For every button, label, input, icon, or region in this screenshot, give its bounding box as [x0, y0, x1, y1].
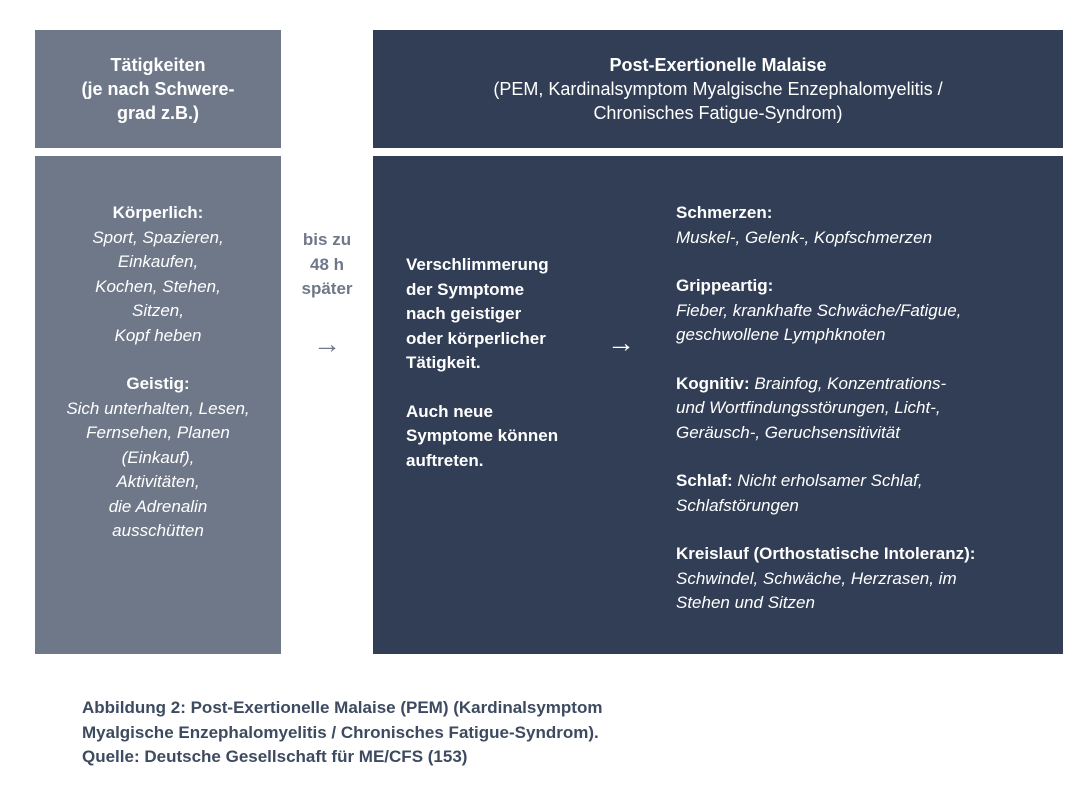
symptom-sleep	[676, 469, 1056, 518]
delay-line: später	[301, 279, 353, 298]
physical-item: Sitzen,	[132, 301, 184, 320]
symptom-label: Kognitiv:	[676, 373, 750, 393]
new-symptoms-line: Symptome können	[406, 426, 559, 445]
physical-item: Kopf heben	[114, 325, 202, 345]
worsening-text	[406, 253, 606, 473]
mental-item: (Einkauf),	[121, 447, 195, 467]
symptom-detail: Stehen und Sitzen	[676, 593, 815, 612]
arrow-right-icon: →	[607, 327, 635, 358]
symptom-detail: Muskel-, Gelenk-, Kopfschmerzen	[676, 227, 933, 247]
figure-caption	[82, 696, 782, 770]
new-symptoms-line: auftreten.	[406, 450, 484, 470]
activities-panel	[35, 156, 281, 654]
delay-label	[281, 228, 373, 302]
pem-subtitle-line: Chronisches Fatigue-Syndrom)	[593, 103, 843, 123]
mental-item: Fernsehen, Planen	[86, 423, 230, 442]
symptom-cognitive	[676, 372, 1056, 446]
worsening-line: oder körperlicher	[406, 328, 546, 348]
physical-heading: Körperlich:	[112, 203, 204, 222]
symptom-detail: geschwollene Lymphknoten	[676, 325, 886, 344]
mental-item: Sich unterhalten, Lesen,	[66, 398, 250, 418]
caption-line: Abbildung 2: Post-Exertionelle Malaise (PEM) (Kardinalsymptom	[82, 698, 603, 717]
symptom-detail: Schwindel, Schwäche, Herzrasen, im	[676, 568, 957, 588]
activities-header-line: Tätigkeiten	[110, 55, 206, 75]
symptom-list	[676, 201, 1056, 640]
arrow-right-icon: →	[313, 328, 341, 359]
activities-header	[35, 30, 281, 148]
mental-item: Aktivitäten,	[116, 472, 200, 491]
symptom-label: Schmerzen:	[676, 203, 773, 222]
delay-line: 48 h	[309, 254, 345, 274]
mental-item: die Adrenalin	[108, 496, 208, 516]
worsening-line: Tätigkeit.	[406, 353, 481, 372]
symptom-flu	[676, 274, 1056, 348]
symptom-detail: Nicht erholsamer Schlaf,	[732, 471, 923, 490]
activities-header-line: grad z.B.)	[116, 103, 199, 123]
physical-item: Kochen, Stehen,	[95, 276, 221, 296]
pem-title: Post-Exertionelle Malaise	[609, 55, 827, 75]
activities-header-line: (je nach Schwere-	[81, 79, 235, 99]
pem-subtitle-line: (PEM, Kardinalsymptom Myalgische Enzephalomyelitis /	[493, 79, 943, 99]
symptom-pain	[676, 201, 1056, 250]
symptom-detail: Schlafstörungen	[676, 495, 799, 515]
symptom-label: Kreislauf (Orthostatische Intoleranz):	[676, 544, 976, 563]
worsening-line: nach geistiger	[406, 304, 522, 323]
symptom-detail: Fieber, krankhafte Schwäche/Fatigue,	[676, 300, 962, 320]
physical-item: Einkaufen,	[117, 252, 199, 271]
mental-heading: Geistig:	[126, 374, 190, 393]
delay-line: bis zu	[302, 230, 352, 249]
physical-item: Sport, Spazieren,	[92, 227, 224, 247]
worsening-line: Verschlimmerung	[406, 255, 549, 274]
symptom-label: Grippeartig:	[676, 276, 774, 295]
worsening-line: der Symptome	[406, 279, 525, 299]
symptom-label: Schlaf:	[676, 471, 733, 490]
symptom-detail: und Wortfindungsstörungen, Licht-,	[676, 398, 941, 417]
caption-line: Myalgische Enzephalomyelitis / Chronisches Fatigue-Syndrom).	[82, 722, 599, 742]
symptom-detail: Geräusch-, Geruchsensitivität	[676, 422, 900, 442]
symptom-circulation	[676, 542, 1056, 616]
caption-line: Quelle: Deutsche Gesellschaft für ME/CFS (153)	[82, 747, 468, 766]
pem-panel	[373, 156, 1063, 654]
mental-item: ausschütten	[112, 521, 204, 540]
symptom-detail: Brainfog, Konzentrations-	[749, 373, 947, 393]
new-symptoms-line: Auch neue	[406, 401, 493, 421]
pem-header	[373, 30, 1063, 148]
